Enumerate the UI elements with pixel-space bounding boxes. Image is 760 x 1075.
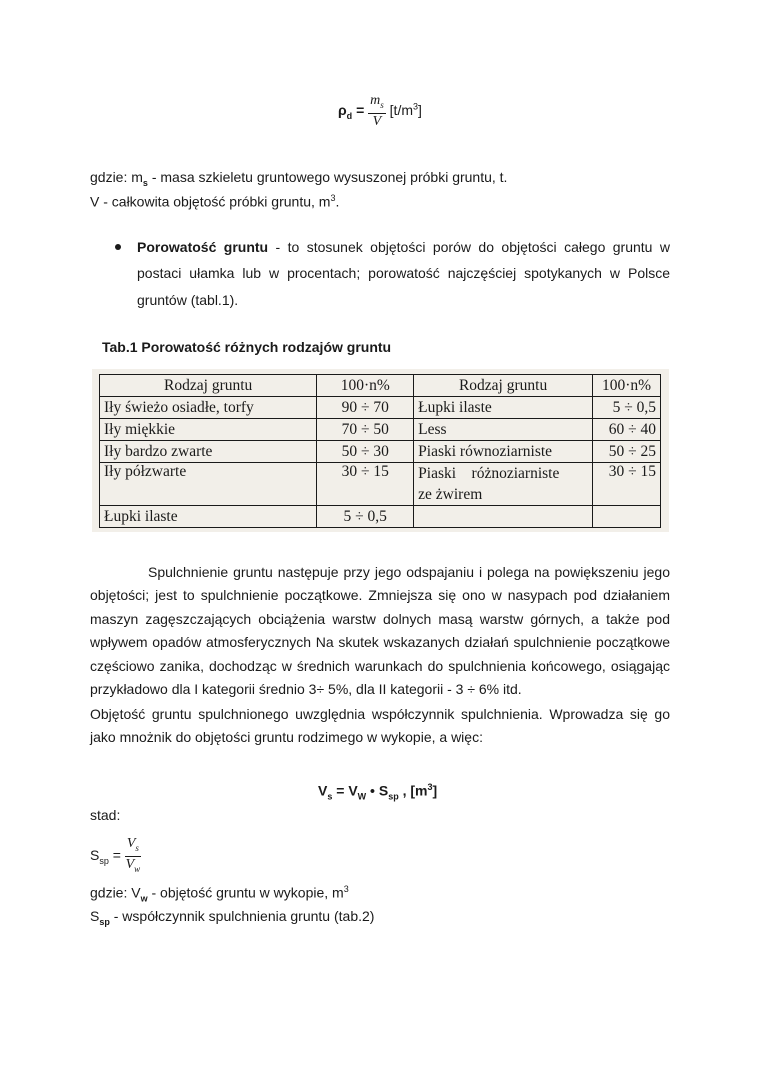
bullet-line-2: postaci ułamka lub w procentach; porowatość najczęściej spotykanych w Polsce bbox=[137, 265, 670, 281]
density-formula bbox=[338, 93, 422, 130]
paragraph1-line-5: częściowo zanika, dochodząc w średnich warunkach do spulchnienia końcowego, osiągając bbox=[90, 658, 670, 674]
header-porosity-1: 100·n% bbox=[317, 375, 414, 397]
formula-lhs: $\rho_d$ = bbox=[338, 102, 365, 121]
table-cell: 5 ÷ 0,5 bbox=[593, 397, 661, 419]
table-cell bbox=[593, 484, 661, 506]
header-porosity-2: 100·n% bbox=[593, 375, 661, 397]
table-cell: 50 ÷ 30 bbox=[317, 441, 414, 463]
paragraph1-line-3: maszyn zagęszczających obciążenia warstw dolnych masą warstw górnych, a także pod bbox=[90, 611, 670, 627]
definition-v: V - całkowita objętość próbki gruntu, $m^3$. bbox=[90, 193, 340, 210]
paragraph2-line-1: Objętość gruntu spulchnionego uwzględnia współczynnik spulchnienia. Wprowadza się go bbox=[90, 706, 670, 722]
table-cell: 30 ÷ 15 bbox=[317, 463, 414, 485]
table-caption: Tab.1 Porowatość różnych rodzajów gruntu bbox=[102, 339, 392, 355]
table-cell: Iły świeżo osiadłe, torfy bbox=[100, 397, 317, 419]
table-cell: Piaski równoziarniste bbox=[414, 441, 593, 463]
table-header-row bbox=[100, 375, 661, 397]
porosity-table bbox=[99, 374, 661, 528]
table-cell: 50 ÷ 25 bbox=[593, 441, 661, 463]
table-row bbox=[100, 463, 661, 485]
table-row bbox=[100, 419, 661, 441]
bullet-icon bbox=[115, 244, 121, 250]
porosity-table-image bbox=[92, 369, 669, 532]
table-row bbox=[100, 484, 661, 506]
bullet-line-3: gruntów (tabl.1). bbox=[137, 292, 239, 308]
table-cell: 60 ÷ 40 bbox=[593, 419, 661, 441]
header-soil-type-1: Rodzaj gruntu bbox=[100, 375, 317, 397]
table-cell bbox=[317, 484, 414, 506]
table-cell: Iły miękkie bbox=[100, 419, 317, 441]
table-cell: Iły półzwarte bbox=[100, 463, 317, 485]
paragraph1-line-1: Spulchnienie gruntu następuje przy jego odspajaniu i polega na powiększeniu jego bbox=[148, 564, 670, 580]
header-soil-type-2: Rodzaj gruntu bbox=[414, 375, 593, 397]
bullet-line-1: Porowatość gruntu - to stosunek objętości porów do objętości całego gruntu w bbox=[137, 239, 671, 255]
table-cell: Less bbox=[414, 419, 593, 441]
table-cell: 30 ÷ 15 bbox=[593, 463, 661, 485]
table-cell bbox=[414, 506, 593, 528]
table-cell: Łupki ilaste bbox=[414, 397, 593, 419]
paragraph2-line-2: jako mnożnik do objętości gruntu rodzimego w wykopie, a więc: bbox=[90, 729, 483, 745]
stad-label: stad: bbox=[90, 807, 121, 823]
loosening-volume-formula: $V_s = V_W$ • $S_{sp}$ , $[m^3]$ bbox=[318, 782, 438, 802]
paragraph1-line-4: wpływem opadów atmosferycznych Na skutek wskazanych działań spulchnienie początkowe bbox=[90, 634, 670, 650]
definition-ms: gdzie: $m_s$ - masa szkieletu gruntowego wysuszonej próbki gruntu, t. bbox=[90, 169, 508, 188]
table-cell: 70 ÷ 50 bbox=[317, 419, 414, 441]
table-row bbox=[100, 397, 661, 419]
definition-vw: gdzie: $V_w$ - objętość gruntu w wykopie, $m^3$ bbox=[90, 884, 349, 904]
table-cell: Iły bardzo zwarte bbox=[100, 441, 317, 463]
definition-ssp: $S_{sp}$ - współczynnik spulchnienia gruntu (tab.2) bbox=[90, 908, 375, 927]
table-cell: 90 ÷ 70 bbox=[317, 397, 414, 419]
table-cell: Piaski różnoziarniste bbox=[414, 463, 593, 485]
loosening-coefficient-formula: $S_{sp}$ = $\frac{V_s}{V_w}$ bbox=[90, 836, 141, 877]
table-row bbox=[100, 441, 661, 463]
table-cell: Łupki ilaste bbox=[100, 506, 317, 528]
formula-fraction: $\frac{m_s}{V}$ bbox=[370, 93, 384, 129]
formula-unit: $[t/m^3]$ bbox=[389, 101, 422, 119]
table-cell: ze żwirem bbox=[414, 484, 593, 506]
paragraph1-line-6: przykładowo dla I kategorii średnio 3÷ 5%, dla II kategorii - 3 ÷ 6% itd. bbox=[90, 681, 522, 697]
table-cell bbox=[100, 484, 317, 506]
formula-fraction: $\frac{V_s}{V_w}$ bbox=[125, 836, 141, 874]
table-cell: 5 ÷ 0,5 bbox=[317, 506, 414, 528]
paragraph1-line-2: objętości; jest to spulchnienie początkowe. Zmniejsza się ono w nasypach pod działaniem bbox=[90, 587, 670, 603]
table-cell bbox=[593, 506, 661, 528]
table-row bbox=[100, 506, 661, 528]
